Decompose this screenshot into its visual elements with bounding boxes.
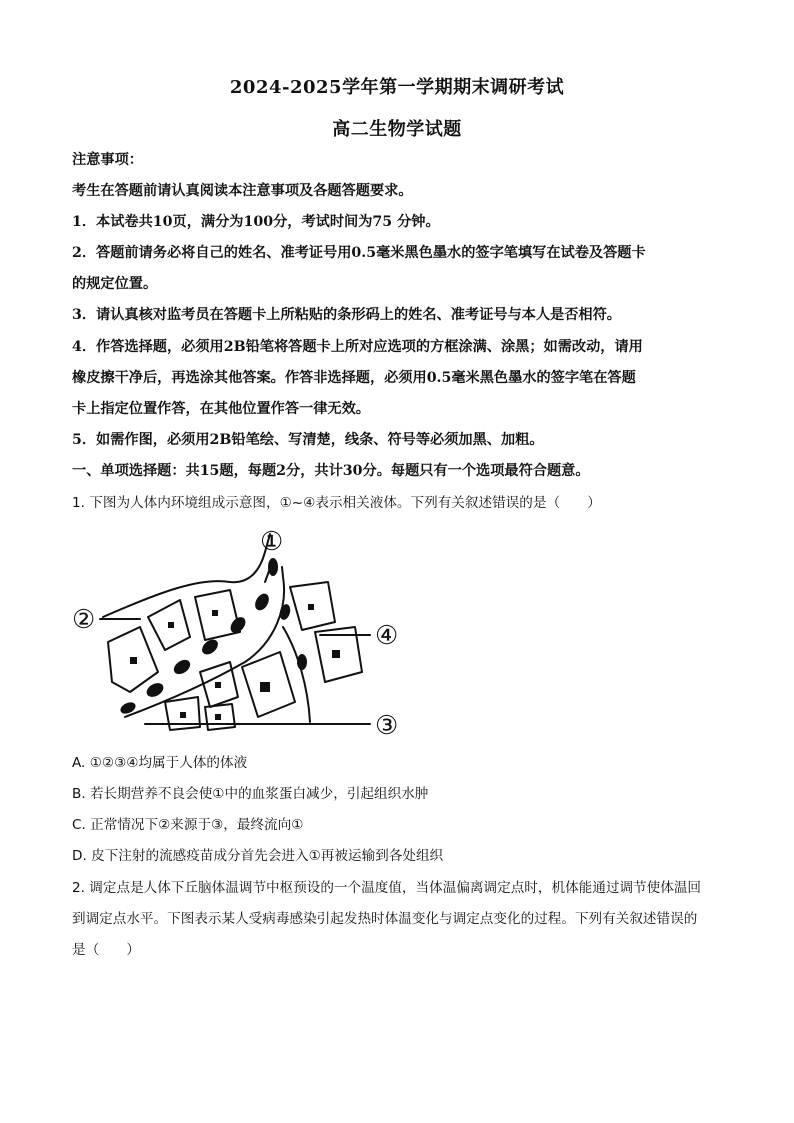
cell-nucleus	[168, 622, 174, 628]
cell-nucleus	[308, 604, 314, 610]
cell-nucleus	[215, 682, 221, 688]
capillary-wall-upper	[103, 534, 270, 617]
exam-title: 2024-2025学年第一学期期末调研考试	[229, 77, 565, 98]
cell-nucleus	[180, 712, 186, 718]
question-1-stem: 1. 下图为人体内环境组成示意图，①~④表示相关液体。下列有关叙述错误的是（ ）	[72, 495, 601, 511]
blood-cell	[171, 657, 193, 677]
blood-cell	[252, 591, 271, 613]
question-2-line-3: 是（ ）	[72, 942, 140, 958]
option-b: B. 若长期营养不良会使①中的血浆蛋白减少，引起组织水肿	[72, 786, 429, 802]
notice-item-2-line-1: 2．答题前请务必将自己的姓名、准考证号用0.5毫米黑色墨水的签字笔填写在试卷及答题卡	[72, 245, 646, 261]
cell-nucleus	[215, 714, 221, 720]
cell-nucleus	[212, 610, 218, 616]
blood-cell	[268, 558, 278, 576]
notice-heading: 注意事项：	[72, 152, 143, 168]
blood-cell	[144, 680, 166, 699]
cell-nucleus	[260, 682, 270, 692]
cell-nucleus	[332, 650, 340, 658]
notice-item-2-line-2: 的规定位置。	[72, 276, 158, 292]
figure-label-4: ④	[375, 621, 399, 651]
blood-cell	[278, 603, 292, 621]
option-c: C. 正常情况下②来源于③，最终流向①	[72, 817, 304, 833]
notice-intro: 考生在答题前请认真阅读本注意事项及各题答题要求。	[72, 183, 413, 199]
option-a: A. ①②③④均属于人体的体液	[72, 755, 248, 771]
notice-item-1: 1．本试卷共10页，满分为100分，考试时间为75 分钟。	[72, 214, 440, 230]
question-2-line-2: 到调定点水平。下图表示某人受病毒感染引起发热时体温变化与调定点变化的过程。下列有关叙述错误的	[72, 911, 698, 927]
notice-item-4-line-3: 卡上指定位置作答，在其他位置作答一律无效。	[72, 401, 370, 417]
exam-subtitle: 高二生物学试题	[332, 119, 462, 140]
question-2-line-1: 2. 调定点是人体下丘脑体温调节中枢预设的一个温度值，当体温偏离调定点时，机体能通过调节使体温回	[72, 880, 702, 896]
figure-label-1: ①	[260, 527, 284, 557]
notice-item-4-line-2: 橡皮擦干净后，再选涂其他答案。作答非选择题，必须用0.5毫米黑色墨水的签字笔在答题	[72, 370, 636, 386]
blood-cell	[297, 654, 307, 670]
cell-nucleus	[130, 657, 137, 664]
section-heading: 一、单项选择题：共15题，每题2分，共计30分。每题只有一个选项最符合题意。	[72, 463, 590, 479]
option-d: D. 皮下注射的流感疫苗成分首先会进入①再被运输到各处组织	[72, 848, 444, 864]
figure-label-3: ③	[375, 711, 399, 741]
notice-item-4-line-1: 4．作答选择题，必须用2B铅笔将答题卡上所对应选项的方框涂满、涂黑；如需改动，请用	[72, 339, 643, 355]
notice-item-3: 3．请认真核对监考员在答题卡上所粘贴的条形码上的姓名、准考证号与本人是否相符。	[72, 307, 621, 323]
internal-environment-figure	[70, 522, 410, 747]
notice-item-5: 5．如需作图，必须用2B铅笔绘、写清楚，线条、符号等必须加黑、加粗。	[72, 432, 544, 448]
figure-label-2: ②	[72, 605, 96, 635]
